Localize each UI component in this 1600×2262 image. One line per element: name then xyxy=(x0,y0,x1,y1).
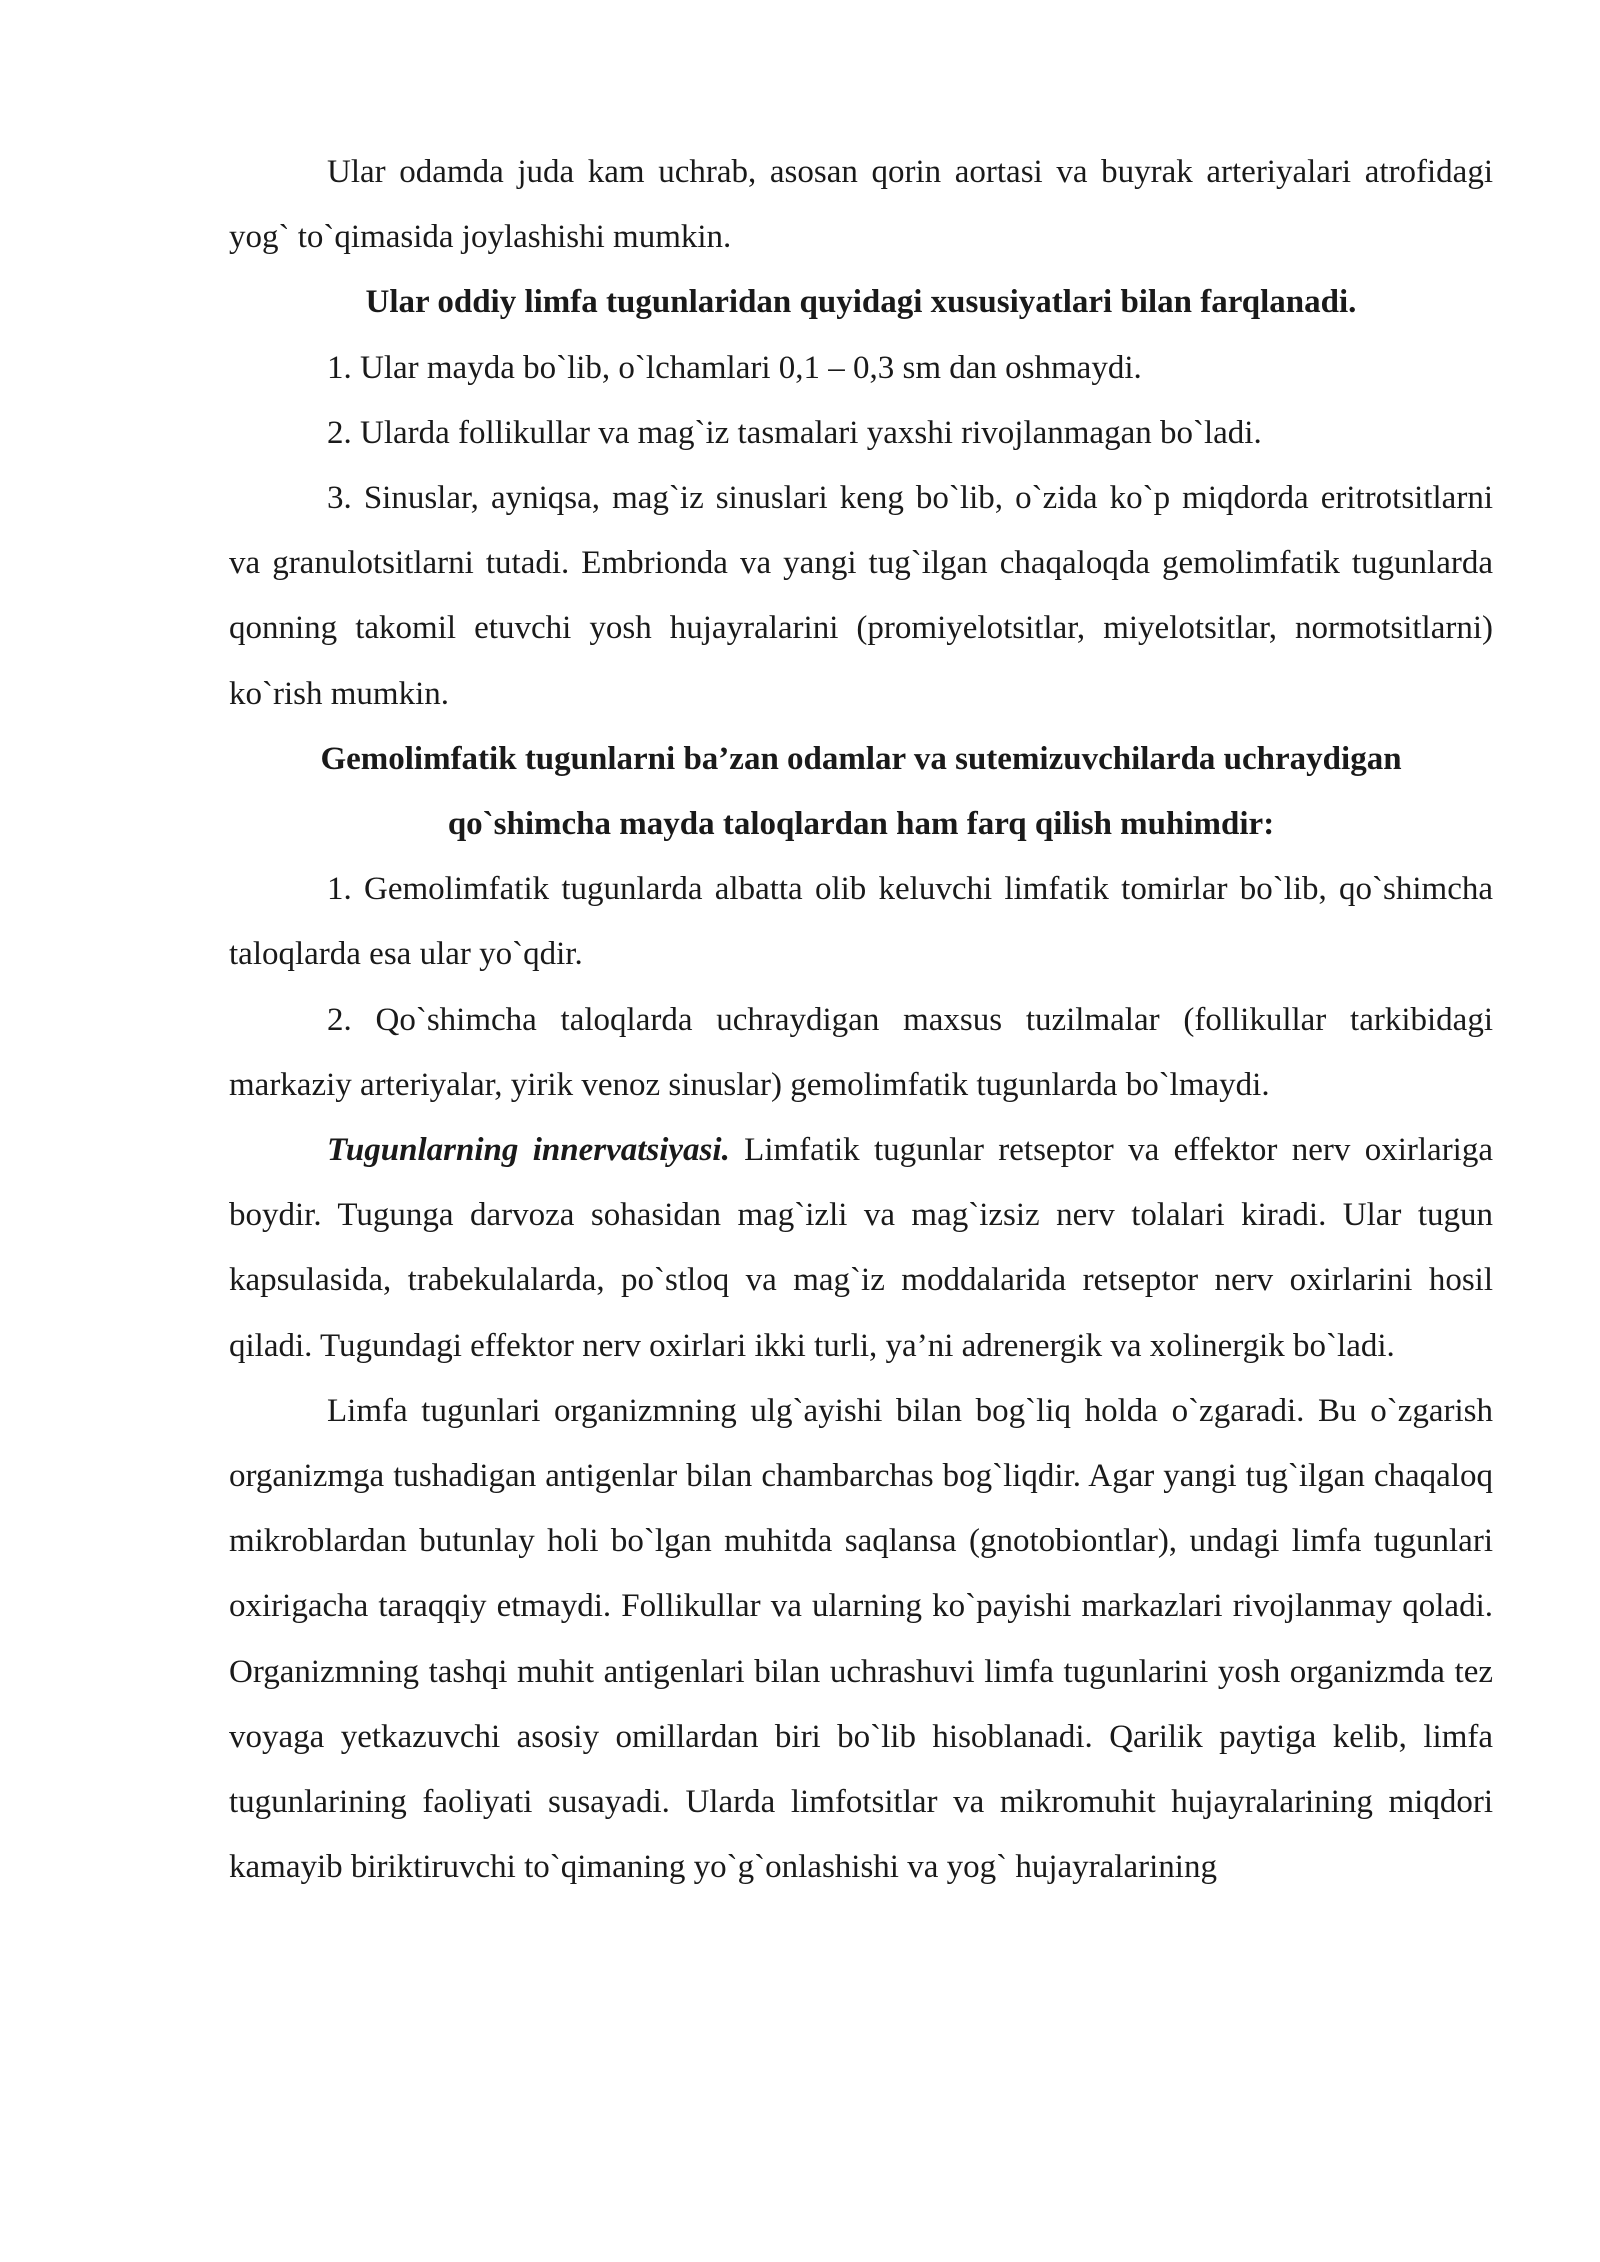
heading-line-2: qo`shimcha mayda taloqlardan ham farq qilish muhimdir: xyxy=(447,806,1275,843)
paragraph-intro: Ular odamda juda kam uchrab, asosan qorin aortasi va buyrak arteriyalari atrofidagi yog` to`qimasida joylashishi mumkin. xyxy=(229,154,1493,256)
heading-spleen-comparison xyxy=(229,727,1493,857)
paragraph-age-changes: Limfa tugunlari organizmning ulg`ayishi bilan bog`liq holda o`zgaradi. Bu o`zgarish organizmga tushadigan antigenlar bilan chambarchas bog`liqdir. Agar yangi tug`ilgan chaqaloq mikroblardan butunlay holi bo`lgan muhitda saqlansa (gnotobiontlar), undagi limfa tugunlari oxirigacha taraqqiy etmaydi. Follikullar va ularning ko`payishi markazlari rivojlanmay qoladi. Organizmning tashqi muhit antigenlari bilan uchrashuvi limfa tugunlarini yosh organizmda tez voyaga yetkazuvchi asosiy omillardan biri bo`lib hisoblanadi. Qarilik paytiga kelib, limfa tugunlarining faoliyati susayadi. Ularda limfotsitlar va mikromuhit hujayralarining miqdori kamayib biriktiruvchi to`qimaning yo`g`onlashishi va yog` hujayralarining xyxy=(229,1392,1493,1886)
innervation-heading: Tugunlarning innervatsiyasi. xyxy=(327,1132,730,1169)
list-item: 1. Gemolimfatik tugunlarda albatta olib keluvchi limfatik tomirlar bo`lib, qo`shimcha taloqlarda esa ular yo`qdir. xyxy=(229,871,1493,973)
list-item: 2. Qo`shimcha taloqlarda uchraydigan maxsus tuzilmalar (follikullar tarkibidagi markaziy arteriyalar, yirik venoz sinuslar) gemolimfatik tugunlarda bo`lmaydi. xyxy=(229,1001,1493,1103)
document-page xyxy=(229,140,1493,1900)
innervation-text: Limfatik tugunlar retseptor va effektor nerv oxirlariga boydir. Tugunga darvoza sohasidan mag`izli va mag`izsiz nerv tolalari kiradi. Ular tugun kapsulasida, trabekulalarda, po`stloq va mag`iz moddalarida retseptor nerv oxirlarini hosil qiladi. Tugundagi effektor nerv oxirlari ikki turli, ya’ni adrenergik va xolinergik bo`ladi. xyxy=(229,1132,1493,1364)
paragraph-innervation xyxy=(229,1118,1493,1379)
heading-line-1: Gemolimfatik tugunlarni ba’zan odamlar va sutemizuvchilarda uchraydigan xyxy=(320,740,1402,777)
heading-differences: Ular oddiy limfa tugunlaridan quyidagi xususiyatlari bilan farqlanadi. xyxy=(365,284,1357,321)
list-item: 3. Sinuslar, ayniqsa, mag`iz sinuslari keng bo`lib, o`zida ko`p miqdorda eritrotsitlarni va granulotsitlarni tutadi. Embrionda va yangi tug`ilgan chaqaloqda gemolimfatik tugunlarda qonning takomil etuvchi yosh hujayralarini (promiyelotsitlar, miyelotsitlar, normotsitlarni) ko`rish mumkin. xyxy=(229,480,1493,712)
list-item: 2. Ularda follikullar va mag`iz tasmalari yaxshi rivojlanmagan bo`ladi. xyxy=(327,414,1262,451)
list-item: 1. Ular mayda bo`lib, o`lchamlari 0,1 – 0,3 sm dan oshmaydi. xyxy=(327,349,1142,386)
